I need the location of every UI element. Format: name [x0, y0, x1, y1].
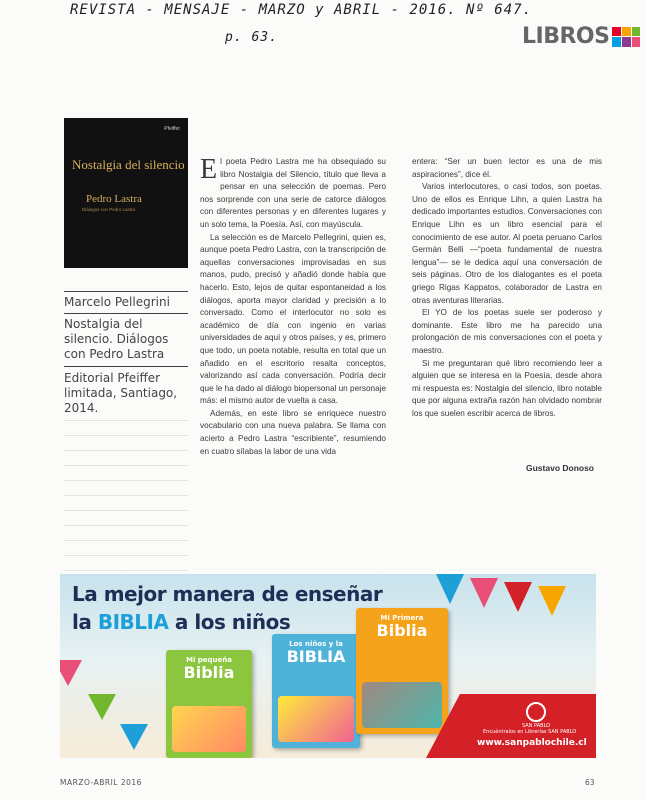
section-mark-icon: [612, 27, 640, 47]
handwritten-note-page: p. 63.: [225, 30, 278, 45]
ad-headline-1: La mejor manera de enseñar: [72, 582, 383, 606]
book-title: Nostalgia del silencio. Diálogos con Pedro Lastra: [64, 317, 169, 361]
divider: [64, 313, 188, 314]
article-paragraph: Además, en este libro se enriquece nuestro vocabulario con una nueva palabra. Se llama con acierto a Pedro Lastra “escribiente”, resumiendo en cuatro sílabas la labor de una vida: [200, 408, 386, 456]
cover-publisher: Pfeiffer: [164, 126, 180, 132]
ad-url-link[interactable]: www.sanpablochile.cl: [477, 738, 587, 748]
divider: [64, 291, 188, 292]
section-label: LIBROS: [522, 24, 610, 49]
decorative-lines: [64, 420, 188, 580]
book-publisher: Editorial Pfeiffer limitada, Santiago, 2014.: [64, 371, 178, 415]
article-paragraph: entera: “Ser un buen lector es una de mis aspiraciones”, dice él.: [412, 157, 602, 179]
section-logo: [522, 24, 640, 49]
san-pablo-logo: SAN PABLO: [522, 702, 550, 729]
ad-headline-2: la BIBLIA a los niños: [72, 610, 291, 634]
ad-tagline: Encuéntralos en Librerías SAN PABLO: [483, 729, 577, 735]
book-info: [64, 288, 188, 420]
cover-title: Nostalgia del silencio: [72, 157, 185, 172]
pennant-icon: [120, 724, 148, 750]
bible-book-2: Los niños y la BIBLIA: [272, 634, 360, 748]
article-column-1: [200, 156, 386, 458]
article-column-2: [412, 156, 602, 420]
advertisement[interactable]: [60, 574, 596, 758]
pennant-icon: [504, 582, 532, 612]
article-paragraph: Varios interlocutores, o casi todos, son poetas. Uno de ellos es Enrique Lihn, a quien Lastra ha dedicado importantes estudios. Conversaciones con Enrique Lihn es un libro esencial para el conocimiento de ese autor. Al poeta peruano Carlos Germán Belli —“poeta fundamental de nuestra lengua”— se le dedica aquí una conversación de seis páginas. Otro de los dialogantes es el poeta griego Rigas Kappatos, colaborador de Lastra en otras aventuras literarias.: [412, 182, 602, 305]
article-paragraph: Si me preguntaran qué libro recomiendo leer a alguien que se interesa en la Poesía, desde ahora mi respuesta es: Nostalgia del silencio, libro notable que por alguna extraña razón han olvidado nombrar los que suelen escribir acerca de libros.: [412, 358, 602, 418]
article-signature: Gustavo Donoso: [526, 463, 595, 473]
cover-subtitle: Diálogos con Pedro Lastra: [82, 207, 136, 212]
cover-author: Pedro Lastra: [86, 193, 142, 205]
bible-book-3: Mi Primera Biblia: [356, 608, 448, 734]
book-cover: [64, 118, 188, 268]
pennant-icon: [88, 694, 116, 720]
book-author: Marcelo Pellegrini: [64, 295, 170, 309]
article-paragraph: El poeta Pedro Lastra me ha obsequiado su libro Nostalgia del Silencio, título que lleva a pensar en una selección de poemas. Pero nos sorprende con una serie de catorce diálogos con diferentes personas y en diferentes lugares y un solo tema, la Poesía. Así, con mayúscula.: [200, 154, 386, 229]
article-paragraph: La selección es de Marcelo Pellegrini, quien es, aunque poeta Pedro Lastra, con la transcripción de aquellas conversaciones improvisadas en sus manos, pudo, precisó y añadió donde había que hacerlo. Esto, lejos de quitar espontaneidad a los diálogos, aporta mayor claridad y precisión a lo conversado. Como el interlocutor no solo es académico de día con ingenio en varias universidades de aquí y otros países, y es, primero que todo, un poeta notable, resulta en total que un añadido en el escritorio resalta conceptos, valorizando así cada conversación. Podría decir que le ha dado al diálogo biopersonal un personaje más: el mismo autor de vuelta a casa.: [200, 232, 386, 406]
handwritten-note-source: REVISTA - MENSAJE - MARZO y ABRIL - 2016. Nº 647.: [70, 2, 533, 18]
bible-book-1: Mi pequeña Biblia: [166, 650, 252, 758]
pennant-icon: [436, 574, 464, 604]
san-pablo-icon: [526, 702, 546, 722]
page-number: 63: [585, 778, 595, 787]
divider: [64, 366, 188, 367]
pennant-icon: [60, 660, 82, 686]
article-paragraph: El YO de los poetas suele ser poderoso y dominante. Este libro me ha parecido una prolongación de mis conversaciones con el poeta y maestro.: [412, 308, 602, 355]
footer-date: MARZO-ABRIL 2016: [60, 778, 142, 787]
ad-red-band: [426, 694, 596, 758]
pennant-icon: [470, 578, 498, 608]
pennant-icon: [538, 586, 566, 616]
